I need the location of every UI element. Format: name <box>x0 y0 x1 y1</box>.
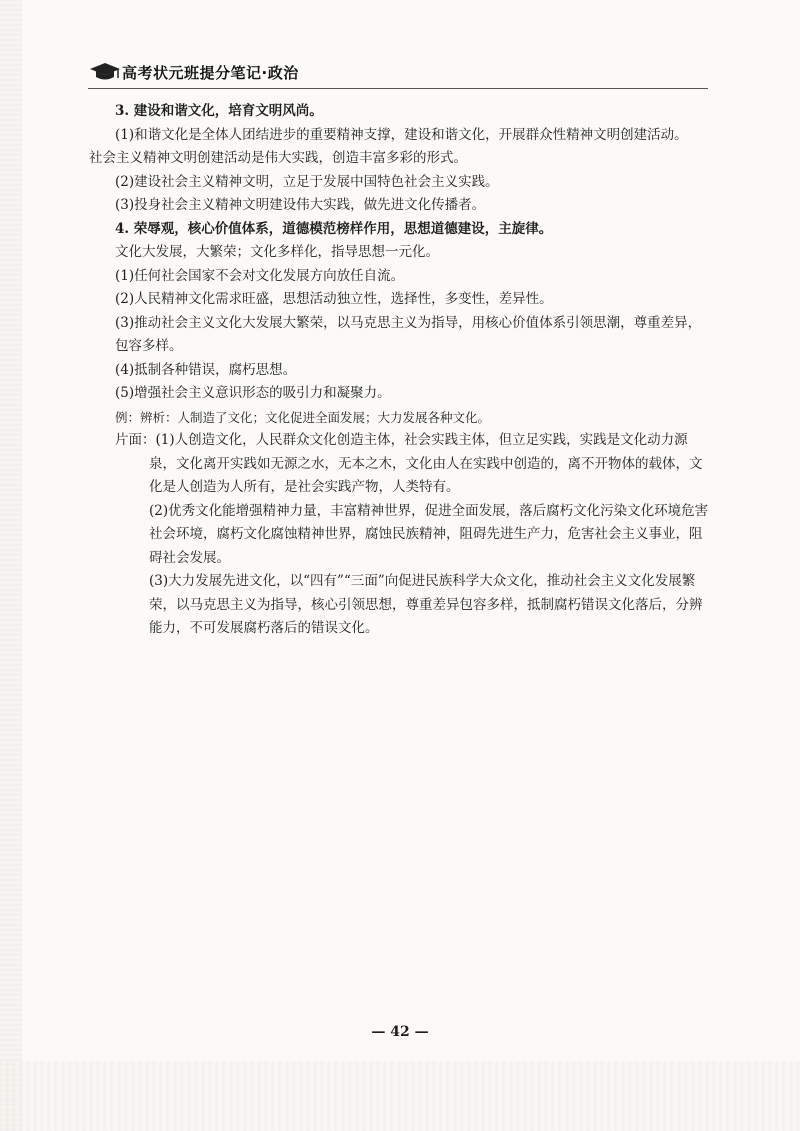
paragraph-line: (2)建设社会主义精神文明，立足于发展中国特色社会主义实践。 <box>115 173 499 190</box>
page-header <box>88 58 708 89</box>
answer-paragraph: (3)大力发展先进文化，以“四有”“三面”向促进民族科学大众文化，推动社会主义文化发展繁荣，以马克思主义为指导，核心引领思想，尊重差异包容多样，抵制腐朽错误文化落后，分辨能力，不可发展腐朽落后的错误文化。 <box>149 573 703 636</box>
paragraph-line: (5)增强社会主义意识形态的吸引力和凝聚力。 <box>115 385 391 401</box>
page-number: — 42 — <box>371 1024 429 1040</box>
section-3-heading: 3. 建设和谐文化，培育文明风尚。 <box>115 103 323 119</box>
paragraph-line: (3)推动社会主义文化大发展大繁荣，以马克思主义为指导，用核心价值体系引领思潮，尊重差异，包容多样。 <box>115 314 702 354</box>
answer-paragraph: 片面：(1)人创造文化，人民群众文化创造主体，社会实践主体，但立足实践，实践是文化动力源泉，文化离开实践如无源之水，无本之木，文化由人在实践中创造的，离不开物体的载体，文化是人创造为人所有，是社会实践产物，人类特有。 <box>115 432 703 495</box>
graduation-cap-icon <box>88 60 122 82</box>
paragraph-line: (4)抵制各种错误，腐朽思想。 <box>115 361 297 378</box>
scan-bottom-edge <box>0 1061 800 1131</box>
paragraph-line: (1)和谐文化是全体人团结进步的重要精神支撑，建设和谐文化，开展群众性精神文明创建活动。 <box>115 126 688 143</box>
answer-paragraph: (2)优秀文化能增强精神力量，丰富精神世界，促进全面发展，落后腐朽文化污染文化环境危害社会环境，腐朽文化腐蚀精神世界，腐蚀民族精神，阻碍先进生产力，危害社会主义事业，阻碍社会发展。 <box>149 502 709 566</box>
paragraph-line: 文化大发展，大繁荣；文化多样化，指导思想一元化。 <box>115 244 439 260</box>
example-line: 例：辨析：人制造了文化；文化促进全面发展；大力发展各种文化。 <box>115 409 491 425</box>
scan-left-edge <box>0 0 22 1131</box>
paragraph-line: 社会主义精神文明创建活动是伟大实践，创造丰富多彩的形式。 <box>89 150 467 166</box>
section-4-heading: 4. 荣辱观，核心价值体系，道德模范榜样作用，思想道德建设，主旋律。 <box>115 220 553 237</box>
paragraph-line: (2)人民精神文化需求旺盛，思想活动独立性，选择性，多变性，差异性。 <box>115 291 553 307</box>
header-title: 高考状元班提分笔记·政治 <box>122 64 299 82</box>
page-content <box>89 100 710 641</box>
paragraph-line: (1)任何社会国家不会对文化发展方向放任自流。 <box>115 267 405 284</box>
paragraph-line: (3)投身社会主义精神文明建设伟大实践，做先进文化传播者。 <box>115 197 486 213</box>
